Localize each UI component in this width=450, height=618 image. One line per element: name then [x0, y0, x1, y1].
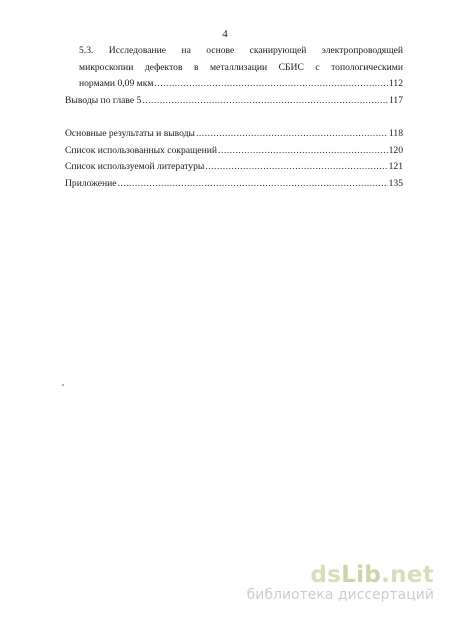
page-number: 4 [222, 28, 228, 40]
toc-entry-conclusions-ch5 [65, 93, 403, 110]
toc-entry-page: 135 [388, 177, 403, 189]
toc-leader-dots [154, 76, 388, 93]
toc-entry-5-3-line-1: 5.3. Исследование на основе сканирующей электропроводящей [79, 45, 403, 56]
table-of-contents-main [65, 43, 403, 109]
toc-entry-abbreviations [65, 143, 403, 160]
dslib-watermark [247, 563, 434, 604]
toc-entry-5-3-page: 112 [388, 78, 403, 89]
toc-entry-conclusions-label: Выводы по главе 5 [65, 94, 142, 106]
logo-part-ds: ds [310, 562, 342, 588]
scan-speck [62, 384, 64, 386]
toc-entry-literature [65, 159, 403, 176]
table-of-contents-final [65, 126, 403, 192]
toc-entry-5-3-line-3-text: нормами 0,09 мкм [79, 78, 154, 89]
toc-entry-conclusions-page: 117 [388, 94, 403, 106]
toc-entry-5-3 [65, 43, 403, 93]
toc-entry-page: 120 [388, 144, 403, 156]
toc-entry-label: Приложение [65, 177, 117, 189]
dslib-logo [247, 563, 434, 587]
logo-part-lib: Lib [341, 562, 382, 588]
toc-entry-page: 121 [388, 161, 403, 172]
toc-leader-dots [196, 126, 388, 143]
toc-leader-dots [142, 93, 388, 110]
toc-leader-dots [218, 143, 388, 160]
watermark-subtitle: библиотека диссертаций [246, 587, 434, 603]
toc-entry-results [65, 126, 403, 143]
logo-part-net: .net [381, 562, 434, 588]
toc-entry-label: Основные результаты и выводы [65, 128, 195, 139]
toc-entry-5-3-line-3 [65, 76, 403, 93]
toc-leader-dots [205, 159, 387, 176]
toc-entry-appendix [65, 176, 403, 193]
toc-leader-dots [118, 176, 388, 193]
toc-entry-page: 118 [388, 128, 403, 139]
toc-entry-label: Список используемой литературы [65, 161, 205, 172]
toc-entry-label: Список использованных сокращений [65, 144, 218, 156]
toc-entry-5-3-line-2: микроскопии дефектов в металлизации СБИС с топологическими [79, 61, 403, 73]
